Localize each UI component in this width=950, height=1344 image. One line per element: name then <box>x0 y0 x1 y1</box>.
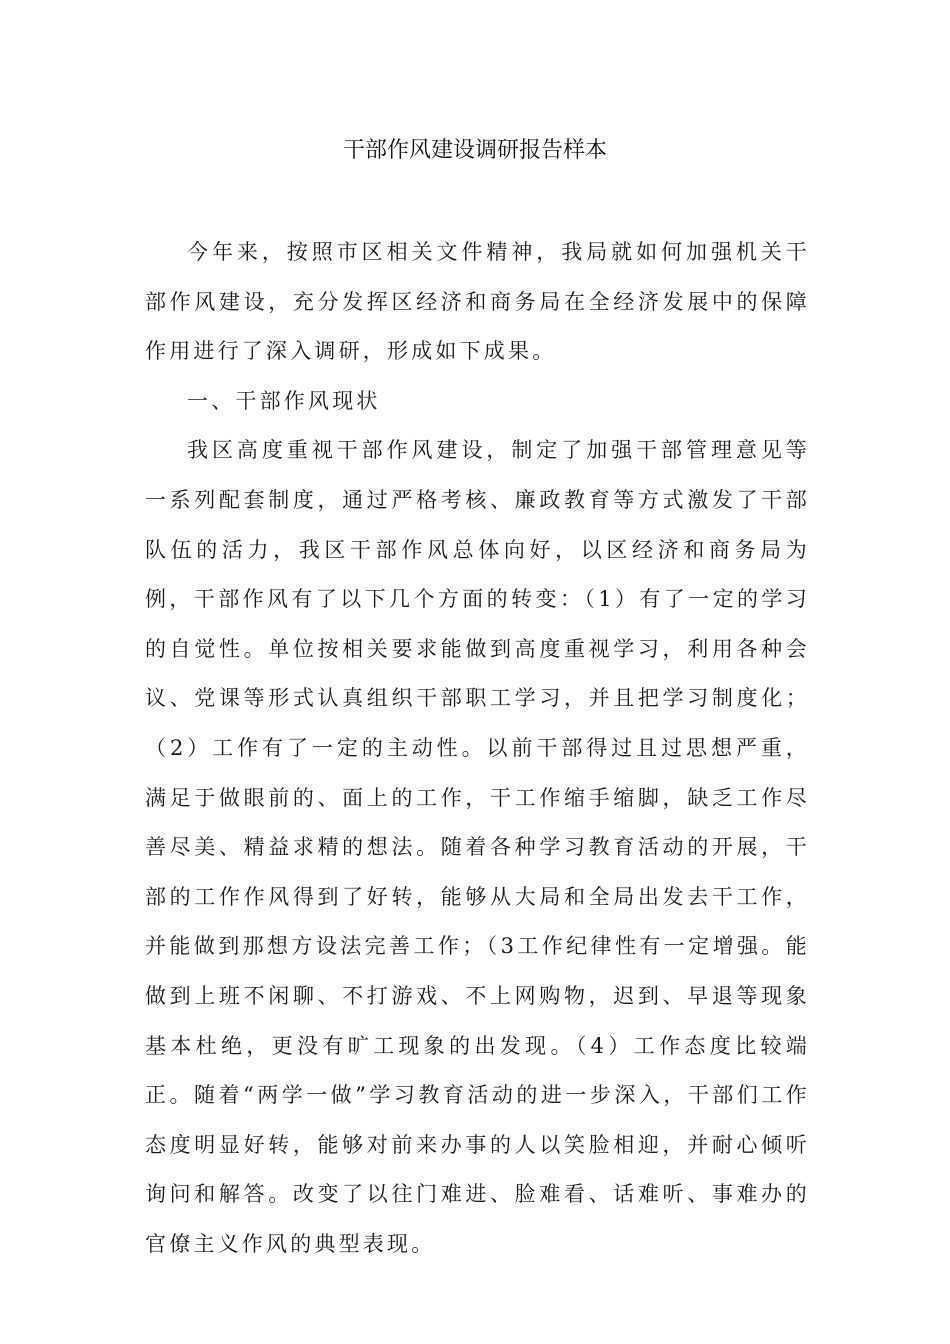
document-body <box>145 228 810 1269</box>
document-title: 干部作风建设调研报告样本 <box>342 138 607 163</box>
body-paragraph: 我区高度重视干部作风建设，制定了加强干部管理意见等一系列配套制度，通过严格考核、廉政教育等方式激发了干部队伍的活力，我区干部作风总体向好，以区经济和商务局为例，干部作风有了以下几个方面的转变：（1）有了一定的学习的自觉性。单位按相关要求能做到高度重视学习，利用各种会议、党课等形式认真组织干部职工学习，并且把学习制度化；（2）工作有了一定的主动性。以前干部得过且过思想严重，满足于做眼前的、面上的工作，干工作缩手缩脚，缺乏工作尽善尽美、精益求精的想法。随着各种学习教育活动的开展，干部的工作作风得到了好转，能够从大局和全局出发去干工作，并能做到那想方设法完善工作；（3工作纪律性有一定增强。能做到上班不闲聊、不打游戏、不上网购物，迟到、早退等现象基本杜绝，更没有旷工现象的出发现。（4）工作态度比较端正。随着“两学一做”学习教育活动的进一步深入，干部们工作态度明显好转，能够对前来办事的人以笑脸相迎，并耐心倾听询问和解答。改变了以往门难进、脸难看、话难听、事难办的官僚主义作风的典型表现。 <box>145 438 810 1256</box>
intro-paragraph: 今年来，按照市区相关文件精神，我局就如何加强机关干部作风建设，充分发挥区经济和商务局在全经济发展中的保障作用进行了深入调研，形成如下成果。 <box>145 240 810 364</box>
section-heading: 一、干部作风现状 <box>187 388 381 413</box>
